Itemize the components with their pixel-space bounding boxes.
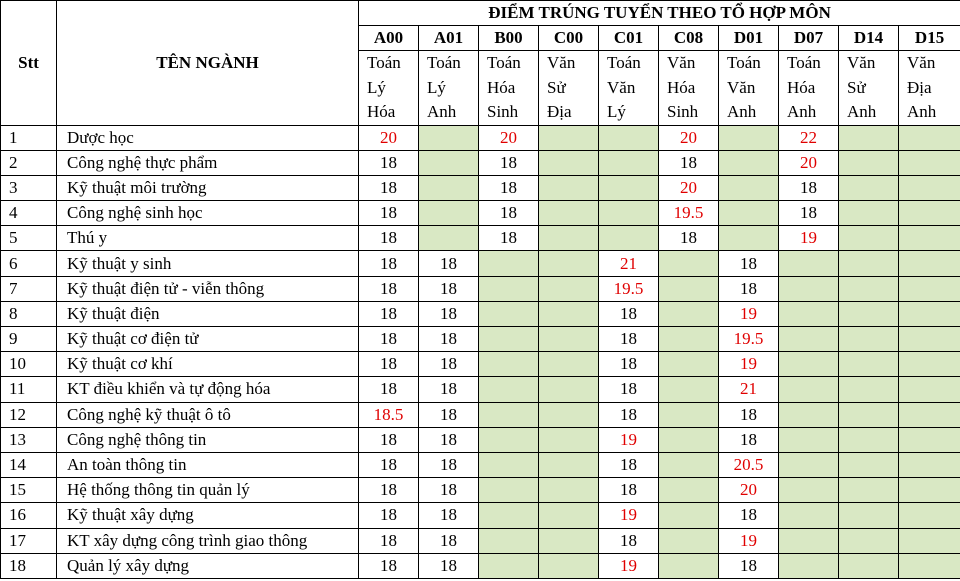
score-cell-d07: 22 <box>779 125 839 150</box>
score-cell-empty <box>479 377 539 402</box>
score-cell-d01: 18 <box>719 402 779 427</box>
score-cell-empty <box>779 251 839 276</box>
score-cell-empty <box>839 125 899 150</box>
score-cell-empty <box>419 175 479 200</box>
score-cell-empty <box>899 251 960 276</box>
score-cell-empty <box>899 377 960 402</box>
score-cell-empty <box>899 125 960 150</box>
score-cell-empty <box>839 301 899 326</box>
score-cell-a01: 18 <box>419 352 479 377</box>
score-cell-empty <box>479 352 539 377</box>
score-cell-a00: 18 <box>359 427 419 452</box>
score-cell-empty <box>779 327 839 352</box>
row-major-name: Kỹ thuật điện <box>57 301 359 326</box>
score-cell-a01: 18 <box>419 528 479 553</box>
score-cell-empty <box>779 553 839 578</box>
score-cell-empty <box>779 301 839 326</box>
row-major-name: Kỹ thuật y sinh <box>57 251 359 276</box>
score-cell-empty <box>899 201 960 226</box>
combination-code-d15: D15 <box>899 26 960 51</box>
score-cell-empty <box>479 528 539 553</box>
subject-label: Toán <box>487 53 521 72</box>
score-cell-a01: 18 <box>419 276 479 301</box>
score-cell-empty <box>659 301 719 326</box>
subject-label: Hóa <box>667 77 696 97</box>
row-stt: 10 <box>1 352 57 377</box>
combination-subjects-b00 <box>479 51 539 126</box>
score-cell-empty <box>839 150 899 175</box>
subject-label: Sử <box>847 77 866 97</box>
score-cell-empty <box>419 201 479 226</box>
score-cell-empty <box>839 553 899 578</box>
score-cell-a00: 18 <box>359 150 419 175</box>
score-cell-empty <box>899 301 960 326</box>
score-cell-c08: 19.5 <box>659 201 719 226</box>
combination-code-c00: C00 <box>539 26 599 51</box>
score-cell-empty <box>779 377 839 402</box>
score-cell-empty <box>839 201 899 226</box>
table-body <box>1 125 960 578</box>
row-major-name: Công nghệ sinh học <box>57 201 359 226</box>
subject-label: Văn <box>847 53 876 72</box>
subject-label: Hóa <box>787 77 816 97</box>
score-cell-a00: 18 <box>359 327 419 352</box>
combination-code-b00: B00 <box>479 26 539 51</box>
score-cell-c01: 18 <box>599 301 659 326</box>
score-cell-d07: 20 <box>779 150 839 175</box>
score-cell-empty <box>899 150 960 175</box>
score-cell-empty <box>479 452 539 477</box>
score-cell-a00: 18 <box>359 452 419 477</box>
subject-label: Địa <box>907 77 932 97</box>
score-group-title: ĐIỂM TRÚNG TUYỂN THEO TỔ HỢP MÔN <box>359 1 960 26</box>
row-stt: 14 <box>1 452 57 477</box>
score-cell-empty <box>479 503 539 528</box>
score-cell-a00: 18 <box>359 226 419 251</box>
score-cell-a00: 18 <box>359 478 419 503</box>
score-cell-empty <box>539 402 599 427</box>
subject-label: Văn <box>907 53 936 72</box>
score-cell-empty <box>419 125 479 150</box>
score-cell-empty <box>839 427 899 452</box>
subject-label: Anh <box>847 102 877 121</box>
table-row <box>1 528 960 553</box>
subject-label: Toán <box>727 53 761 72</box>
score-cell-c01: 18 <box>599 452 659 477</box>
score-cell-empty <box>779 528 839 553</box>
combination-code-a01: A01 <box>419 26 479 51</box>
combination-subjects-d01 <box>719 51 779 126</box>
score-cell-empty <box>899 402 960 427</box>
score-cell-d01: 19 <box>719 528 779 553</box>
score-cell-empty <box>539 352 599 377</box>
score-cell-empty <box>659 503 719 528</box>
score-cell-empty <box>719 201 779 226</box>
row-stt: 12 <box>1 402 57 427</box>
score-cell-empty <box>779 427 839 452</box>
table-row <box>1 478 960 503</box>
score-cell-c08: 20 <box>659 125 719 150</box>
score-cell-empty <box>479 276 539 301</box>
score-cell-empty <box>599 201 659 226</box>
score-cell-d01: 21 <box>719 377 779 402</box>
row-major-name: Kỹ thuật điện tử - viễn thông <box>57 276 359 301</box>
score-cell-empty <box>599 150 659 175</box>
row-major-name: Thú y <box>57 226 359 251</box>
score-cell-empty <box>659 327 719 352</box>
score-cell-empty <box>659 452 719 477</box>
score-cell-empty <box>779 402 839 427</box>
score-cell-empty <box>539 175 599 200</box>
subject-label: Sinh <box>667 102 699 121</box>
score-cell-a01: 18 <box>419 251 479 276</box>
score-cell-a00: 18.5 <box>359 402 419 427</box>
score-cell-d01: 20.5 <box>719 452 779 477</box>
score-cell-empty <box>659 251 719 276</box>
combination-code-d14: D14 <box>839 26 899 51</box>
score-cell-a01: 18 <box>419 427 479 452</box>
score-cell-a00: 18 <box>359 553 419 578</box>
score-cell-d07: 18 <box>779 175 839 200</box>
score-cell-c01: 21 <box>599 251 659 276</box>
row-major-name: An toàn thông tin <box>57 452 359 477</box>
score-cell-c08: 18 <box>659 150 719 175</box>
score-cell-empty <box>899 276 960 301</box>
score-cell-c01: 18 <box>599 402 659 427</box>
table-row <box>1 377 960 402</box>
row-stt: 16 <box>1 503 57 528</box>
subject-label: Toán <box>367 53 401 72</box>
score-cell-c08: 20 <box>659 175 719 200</box>
row-stt: 11 <box>1 377 57 402</box>
score-cell-a00: 18 <box>359 503 419 528</box>
score-cell-empty <box>659 402 719 427</box>
score-cell-a01: 18 <box>419 377 479 402</box>
score-cell-empty <box>839 377 899 402</box>
score-cell-empty <box>899 478 960 503</box>
score-cell-empty <box>839 276 899 301</box>
score-cell-c01: 18 <box>599 478 659 503</box>
score-cell-empty <box>539 125 599 150</box>
score-cell-empty <box>659 352 719 377</box>
score-cell-a00: 18 <box>359 276 419 301</box>
score-cell-empty <box>899 226 960 251</box>
score-cell-empty <box>539 251 599 276</box>
score-cell-empty <box>539 276 599 301</box>
row-major-name: Kỹ thuật cơ điện tử <box>57 327 359 352</box>
score-cell-empty <box>539 377 599 402</box>
score-cell-empty <box>719 125 779 150</box>
score-cell-empty <box>659 276 719 301</box>
subject-label: Toán <box>427 53 461 72</box>
subject-label: Lý <box>367 77 386 97</box>
score-cell-b00: 18 <box>479 201 539 226</box>
subject-label: Anh <box>907 102 937 121</box>
row-major-name: Dược học <box>57 125 359 150</box>
table-row <box>1 226 960 251</box>
score-cell-d01: 20 <box>719 478 779 503</box>
combination-code-a00: A00 <box>359 26 419 51</box>
combination-subjects-c01 <box>599 51 659 126</box>
score-cell-b00: 18 <box>479 175 539 200</box>
score-cell-c08: 18 <box>659 226 719 251</box>
score-cell-d07: 18 <box>779 201 839 226</box>
score-cell-d01: 18 <box>719 427 779 452</box>
table-row <box>1 402 960 427</box>
combination-code-c01: C01 <box>599 26 659 51</box>
score-cell-empty <box>719 175 779 200</box>
score-cell-empty <box>479 301 539 326</box>
score-cell-a00: 18 <box>359 301 419 326</box>
score-cell-empty <box>839 251 899 276</box>
score-cell-a01: 18 <box>419 402 479 427</box>
subject-label: Sinh <box>487 102 519 121</box>
score-cell-d01: 19 <box>719 301 779 326</box>
score-cell-b00: 18 <box>479 226 539 251</box>
subject-label: Văn <box>727 77 756 97</box>
subject-label: Hóa <box>487 77 516 97</box>
subject-label: Toán <box>607 53 641 72</box>
row-major-name: Công nghệ kỹ thuật ô tô <box>57 402 359 427</box>
table-row <box>1 503 960 528</box>
score-cell-a01: 18 <box>419 503 479 528</box>
score-cell-d01: 18 <box>719 251 779 276</box>
row-stt: 13 <box>1 427 57 452</box>
score-cell-empty <box>539 478 599 503</box>
table-row <box>1 452 960 477</box>
score-cell-empty <box>659 427 719 452</box>
score-cell-empty <box>839 352 899 377</box>
table-row <box>1 150 960 175</box>
row-stt: 4 <box>1 201 57 226</box>
row-stt: 6 <box>1 251 57 276</box>
combination-subjects-a00 <box>359 51 419 126</box>
row-stt: 7 <box>1 276 57 301</box>
score-cell-empty <box>539 452 599 477</box>
subject-label: Toán <box>787 53 821 72</box>
table-row <box>1 251 960 276</box>
score-cell-empty <box>419 150 479 175</box>
table-row <box>1 175 960 200</box>
score-cell-empty <box>539 201 599 226</box>
row-major-name: KT điều khiển và tự động hóa <box>57 377 359 402</box>
subject-label: Địa <box>547 102 572 121</box>
score-cell-empty <box>539 226 599 251</box>
combination-subjects-d14 <box>839 51 899 126</box>
score-cell-empty <box>899 352 960 377</box>
row-major-name: Kỹ thuật xây dựng <box>57 503 359 528</box>
score-cell-empty <box>839 402 899 427</box>
score-cell-d01: 19.5 <box>719 327 779 352</box>
score-cell-empty <box>899 427 960 452</box>
major-name-header: TÊN NGÀNH <box>57 1 359 126</box>
score-cell-c01: 18 <box>599 327 659 352</box>
score-cell-c01: 18 <box>599 377 659 402</box>
score-cell-empty <box>839 503 899 528</box>
score-cell-a00: 18 <box>359 251 419 276</box>
score-cell-empty <box>539 503 599 528</box>
score-cell-empty <box>479 427 539 452</box>
score-cell-empty <box>779 352 839 377</box>
score-cell-empty <box>899 175 960 200</box>
subject-label: Văn <box>547 53 576 72</box>
row-stt: 18 <box>1 553 57 578</box>
row-major-name: Kỹ thuật cơ khí <box>57 352 359 377</box>
score-cell-d01: 18 <box>719 553 779 578</box>
score-cell-a00: 18 <box>359 528 419 553</box>
score-cell-c01: 19 <box>599 503 659 528</box>
score-cell-empty <box>899 327 960 352</box>
row-stt: 3 <box>1 175 57 200</box>
score-cell-empty <box>479 478 539 503</box>
combination-subjects-d15 <box>899 51 960 126</box>
row-major-name: Hệ thống thông tin quản lý <box>57 478 359 503</box>
score-cell-empty <box>479 402 539 427</box>
table-row <box>1 301 960 326</box>
score-cell-empty <box>539 301 599 326</box>
score-cell-empty <box>899 528 960 553</box>
score-cell-a00: 18 <box>359 377 419 402</box>
score-cell-empty <box>899 452 960 477</box>
score-cell-c01: 19 <box>599 427 659 452</box>
score-cell-a01: 18 <box>419 478 479 503</box>
score-cell-empty <box>599 175 659 200</box>
subject-label: Anh <box>727 102 757 121</box>
combination-subjects-c00 <box>539 51 599 126</box>
table-row <box>1 352 960 377</box>
row-stt: 2 <box>1 150 57 175</box>
score-cell-c01: 18 <box>599 352 659 377</box>
combination-code-c08: C08 <box>659 26 719 51</box>
subject-label: Lý <box>427 77 446 97</box>
score-cell-empty <box>839 452 899 477</box>
row-major-name: Quản lý xây dựng <box>57 553 359 578</box>
stt-header: Stt <box>1 1 57 126</box>
table-row <box>1 125 960 150</box>
score-cell-b00: 20 <box>479 125 539 150</box>
score-cell-empty <box>479 327 539 352</box>
score-cell-empty <box>719 226 779 251</box>
score-cell-empty <box>779 276 839 301</box>
score-cell-empty <box>839 327 899 352</box>
row-major-name: KT xây dựng công trình giao thông <box>57 528 359 553</box>
score-cell-a00: 20 <box>359 125 419 150</box>
score-cell-empty <box>779 452 839 477</box>
combination-code-d01: D01 <box>719 26 779 51</box>
score-cell-empty <box>539 327 599 352</box>
score-cell-d01: 18 <box>719 276 779 301</box>
score-cell-b00: 18 <box>479 150 539 175</box>
score-cell-a01: 18 <box>419 327 479 352</box>
row-major-name: Công nghệ thông tin <box>57 427 359 452</box>
score-cell-empty <box>659 553 719 578</box>
table-row <box>1 201 960 226</box>
subject-label: Anh <box>787 102 817 121</box>
row-stt: 17 <box>1 528 57 553</box>
subject-label: Lý <box>607 102 626 121</box>
score-cell-empty <box>659 377 719 402</box>
score-cell-empty <box>779 478 839 503</box>
row-stt: 8 <box>1 301 57 326</box>
score-cell-a01: 18 <box>419 553 479 578</box>
score-cell-empty <box>539 528 599 553</box>
row-stt: 5 <box>1 226 57 251</box>
table-row <box>1 427 960 452</box>
score-cell-c01: 19 <box>599 553 659 578</box>
score-cell-d07: 19 <box>779 226 839 251</box>
score-cell-d01: 18 <box>719 503 779 528</box>
score-cell-empty <box>599 226 659 251</box>
row-stt: 9 <box>1 327 57 352</box>
score-cell-a00: 18 <box>359 352 419 377</box>
score-cell-empty <box>659 528 719 553</box>
score-cell-empty <box>839 175 899 200</box>
score-cell-c01: 18 <box>599 528 659 553</box>
table-row <box>1 327 960 352</box>
combination-subjects-d07 <box>779 51 839 126</box>
subject-label: Văn <box>607 77 636 97</box>
score-cell-empty <box>839 528 899 553</box>
score-cell-empty <box>839 478 899 503</box>
combination-subjects-c08 <box>659 51 719 126</box>
row-major-name: Công nghệ thực phẩm <box>57 150 359 175</box>
subject-label: Sử <box>547 77 566 97</box>
row-major-name: Kỹ thuật môi trường <box>57 175 359 200</box>
subject-label: Văn <box>667 53 696 72</box>
table-row <box>1 553 960 578</box>
subject-label: Anh <box>427 102 457 121</box>
table-header <box>1 1 960 126</box>
score-cell-a01: 18 <box>419 301 479 326</box>
score-cell-d01: 19 <box>719 352 779 377</box>
score-cell-empty <box>839 226 899 251</box>
row-stt: 15 <box>1 478 57 503</box>
score-cell-empty <box>479 251 539 276</box>
score-cell-empty <box>659 478 719 503</box>
score-cell-a00: 18 <box>359 201 419 226</box>
score-cell-empty <box>899 553 960 578</box>
score-cell-empty <box>539 427 599 452</box>
score-cell-a01: 18 <box>419 452 479 477</box>
score-cell-empty <box>899 503 960 528</box>
score-cell-empty <box>539 150 599 175</box>
score-cell-empty <box>779 503 839 528</box>
score-cell-a00: 18 <box>359 175 419 200</box>
score-cell-empty <box>539 553 599 578</box>
subject-label: Hóa <box>367 102 396 121</box>
score-cell-empty <box>599 125 659 150</box>
score-cell-empty <box>479 553 539 578</box>
score-cell-empty <box>419 226 479 251</box>
combination-subjects-a01 <box>419 51 479 126</box>
score-cell-c01: 19.5 <box>599 276 659 301</box>
combination-code-d07: D07 <box>779 26 839 51</box>
table-row <box>1 276 960 301</box>
row-stt: 1 <box>1 125 57 150</box>
score-cell-empty <box>719 150 779 175</box>
